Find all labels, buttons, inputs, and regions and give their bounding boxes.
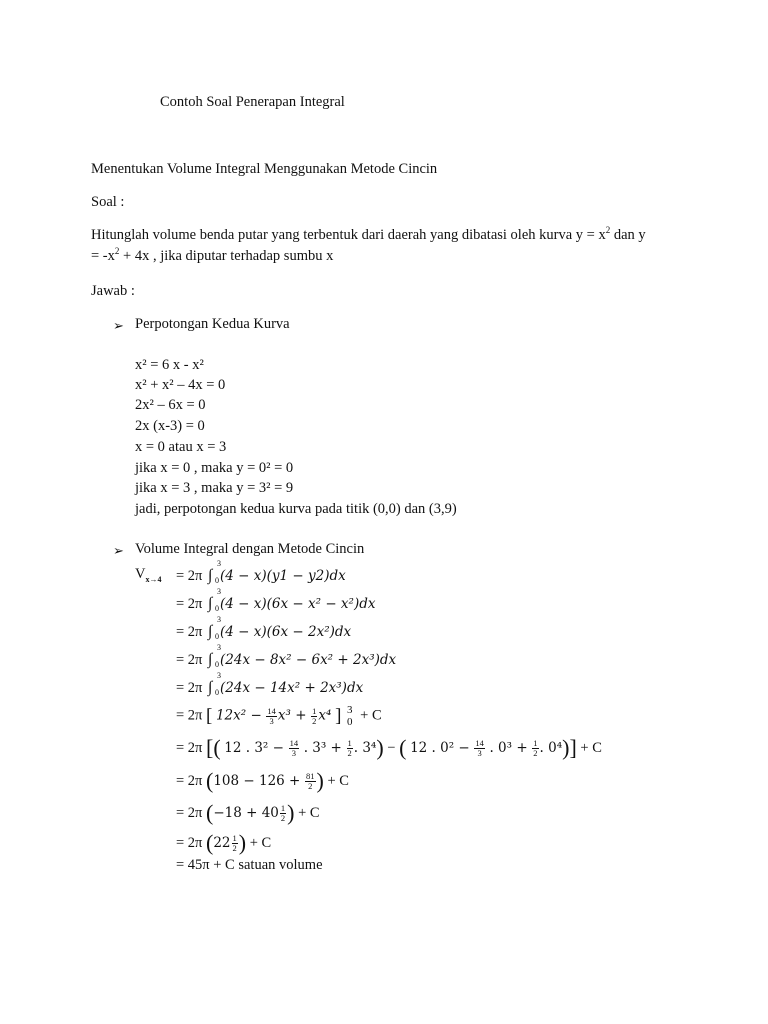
section1-line: jika x = 0 , maka y = 0² = 0 (135, 460, 294, 476)
integral-sign: ∫ 3 0 (208, 615, 221, 641)
section1-line: jika x = 3 , maka y = 3² = 9 (135, 480, 294, 496)
section1-line: x² + x² – 4x = 0 (135, 377, 226, 393)
section-heading: Menentukan Volume Integral Menggunakan Metode Cincin (91, 161, 438, 177)
soal-label: Soal : (91, 194, 125, 210)
simplify-step: = 2π (108 − 126 + $\frac{81}{2}$ ) + C (176, 768, 349, 793)
evaluation-limits: 3 0 (347, 704, 353, 728)
integral-sign: ∫ 3 0 (208, 643, 221, 669)
integral-step: = 2π ∫ 3 0 (4 − x)(y1 − y2)dx (176, 559, 346, 585)
section1-line: 2x² – 6x = 0 (135, 397, 206, 413)
section1-line: 2x (x-3) = 0 (135, 418, 205, 434)
fraction: $\frac{1}{2}$ (533, 738, 538, 759)
problem-line-1: Hitunglah volume benda putar yang terbentuk dari daerah yang dibatasi oleh kurva $y = x^2$ dan y (91, 225, 646, 243)
integral-step: = 2π ∫ 3 0 (4 − x)(6x − 2x²)dx (176, 615, 352, 641)
problem-line-2: = $-x^2 + 4x$ , jika diputar terhadap sumbu x (91, 246, 334, 264)
integral-step: = 2π ∫ 3 0 (24x − 14x² + 2x³)dx (176, 671, 364, 697)
bullet-arrow-icon: ➢ (113, 543, 124, 558)
integral-sign: ∫ 3 0 (208, 587, 221, 613)
section1-line: x² = 6 x - x² (135, 357, 204, 373)
simplify-step: = 2π (−18 + 40 $\frac{1}{2}$ ) + C (176, 800, 320, 825)
final-result: = 45π + C satuan volume (176, 857, 323, 873)
document-title: Contoh Soal Penerapan Integral (160, 94, 345, 110)
fraction: $\frac{1}{2}$ (280, 803, 286, 824)
section1-line: jadi, perpotongan kedua kurva pada titik (0,0) dan (3,9) (135, 501, 457, 517)
fraction: $\frac{1}{2}$ (312, 705, 317, 726)
integral-sign: ∫ 3 0 (208, 559, 221, 585)
fraction: $\frac{81}{2}$ (306, 771, 315, 792)
fraction: $\frac{14}{3}$ (475, 738, 484, 759)
fraction: $\frac{1}{2}$ (232, 833, 237, 854)
integral-sign: ∫ 3 0 (208, 671, 221, 697)
simplify-step: = 2π (22 $\frac{1}{2}$ ) + C (176, 830, 272, 855)
fraction: $\frac{14}{3}$ (267, 705, 276, 726)
substitution-step: = 2π [( 12 . 3² − $\frac{14}{3}$ . 3³ + $\frac{1}{2}$ . 3⁴) − ( 12 . 0² − $\frac{14}{3}$ . 0³ + $\frac{1}{2}$ . 0⁴)] + C (176, 735, 602, 760)
jawab-label: Jawab : (91, 283, 135, 299)
section1-line: x = 0 atau x = 3 (135, 439, 227, 455)
volume-symbol: $V_{x\to 4}$ (135, 566, 162, 584)
fraction: $\frac{1}{2}$ (347, 738, 352, 759)
integral-step: = 2π ∫ 3 0 (24x − 8x² − 6x² + 2x³)dx (176, 643, 397, 669)
bullet-arrow-icon: ➢ (113, 318, 124, 333)
fraction: $\frac{14}{3}$ (289, 738, 299, 759)
integral-step: = 2π ∫ 3 0 (4 − x)(6x − x² − x²)dx (176, 587, 376, 613)
section1-title: Perpotongan Kedua Kurva (135, 316, 290, 332)
section2-title: Volume Integral dengan Metode Cincin (135, 541, 365, 557)
antiderivative-step: = 2π [ 12x² − $\frac{14}{3}$ x³ + $\frac{1}{2}$ x⁴ ] 3 0 + C (176, 704, 382, 728)
